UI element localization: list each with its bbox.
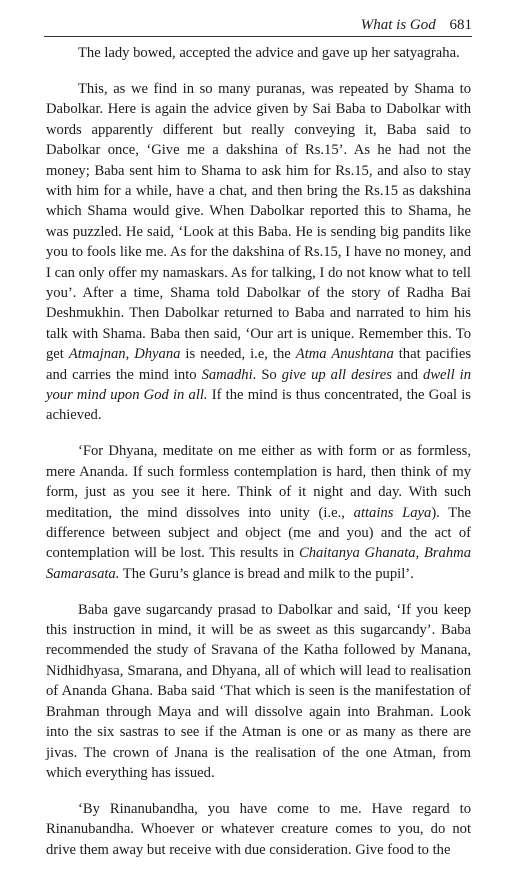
text-run: The lady bowed, accepted the advice and gave up her satyagraha.	[78, 45, 460, 61]
text-run: This, as we find in so many puranas, was repeated by Shama to Dabolkar. Here is again the advice given by Sai Baba to Dabolkar with words apparently different but really conveying it, Baba said to Dabolkar once, ‘Give me a dakshina of Rs.15’. As he had not the money; Baba sent him to Shama to ask him for Rs.15, and also to stay with him for a while, have a chat, and then bring the Rs.15 as dakshina which Shama would give. When Dabolkar reported this to Shama, he was puzzled. He said, ‘Look at this Baba. He is sending big pandits like you to fools like me. As for the dakshina of Rs.15, I have no money, and I can only offer my namaskars. As for talking, I do not know what to tell you’. After a time, Shama told Dabolkar of the story of Radha Bai Deshmukhin. Then Dabolkar returned to Baba and narrated to him his talk with Shama. Baba then said, ‘Our art is unique. Remember this. To get	[46, 80, 471, 363]
chapter-title: What is God	[360, 17, 436, 33]
italic-text: Chaitanya Ghanata, Brahma Samarasata.	[46, 545, 471, 582]
text-run: ‘By Rinanubandha, you have come to me. Have regard to Rinanubandha. Whoever or whatever creature comes to you, do not drive them away but receive with due consideration. Give food to the	[46, 800, 471, 858]
page-body	[46, 43, 471, 876]
paragraph-3	[46, 441, 471, 584]
italic-text: Atma Anushtana	[295, 346, 394, 363]
page-number: 681	[449, 17, 472, 33]
text-run: Baba gave sugarcandy prasad to Dabolkar and said, ‘If you keep this instruction in mind, it will be as sweet as this sugarcandy’. Baba recommended the study of Sravana of the Katha followed by Manana, Nidhidhyasa, Smarana, and Dhyana, all of which will lead to realisation of Ananda Ghana. Baba said ‘That which is seen is the manifestation of Brahman through Maya and will dissolve again into Brahman. Look into the six sastras to see if the Atman is one or as many as there are jivas. The crown of Jnana is the realisation of the one Atman, from which everything has issued.	[46, 601, 471, 781]
text-run: The Guru’s glance is bread and milk to the pupil’.	[119, 565, 414, 582]
text-run: ‘For Dhyana, meditate on me either as with form or as formless, mere Ananda. If such formless contemplation is hard, then think of my form, just as you see it here. Think of it night and day. With such meditation, the mind dissolves into unity (i.e.,	[46, 443, 471, 521]
paragraph-4	[46, 600, 471, 784]
running-header	[44, 16, 472, 37]
text-run: and	[391, 366, 424, 383]
text-run: ). The difference between subject and object (me and you) and the act of contemplation will be lost. This results in	[46, 504, 471, 562]
italic-text: attains Laya	[353, 504, 432, 521]
italic-text: dwell in your mind upon God in all.	[46, 366, 471, 403]
italic-text: Samadhi	[201, 366, 253, 383]
text-run: that pacifies and carries the mind into	[46, 346, 471, 383]
paragraph-2	[46, 79, 471, 426]
text-run: . So	[252, 366, 282, 383]
italic-text: Atmajnan, Dhyana	[68, 346, 181, 363]
italic-text: give up all desires	[281, 366, 392, 383]
paragraph-5	[46, 799, 471, 860]
paragraph-1	[46, 43, 471, 63]
text-run: If the mind is thus concentrated, the Goal is achieved.	[46, 387, 471, 424]
text-run: is needed, i.e, the	[180, 346, 296, 363]
